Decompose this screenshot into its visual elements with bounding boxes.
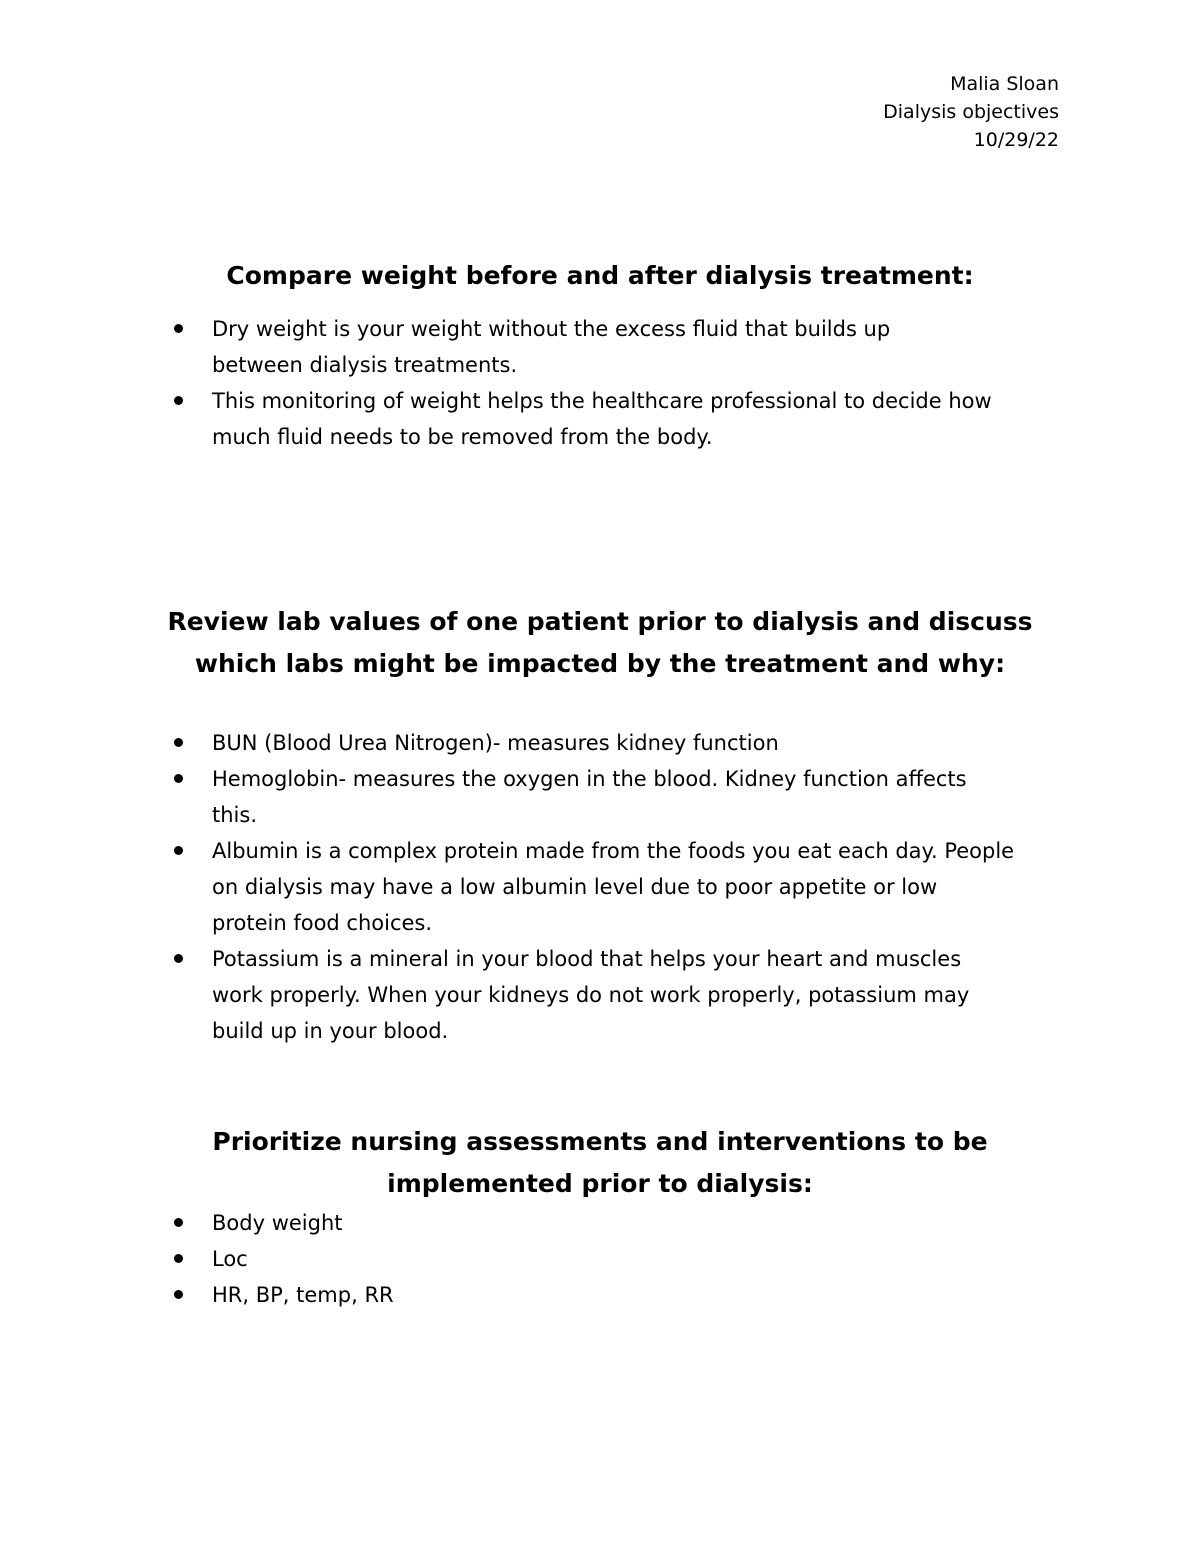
bullet-icon xyxy=(174,1290,183,1299)
section-title-line: Prioritize nursing assessments and interventions to be xyxy=(212,1127,988,1156)
section-title-labs xyxy=(160,601,1040,685)
list-item-line: build up in your blood. xyxy=(212,1019,449,1043)
list-item-line: Dry weight is your weight without the excess fluid that builds up xyxy=(212,317,891,341)
list-item-line: Hemoglobin- measures the oxygen in the blood. Kidney function affects xyxy=(212,767,967,791)
list-item-line: This monitoring of weight helps the healthcare professional to decide how xyxy=(212,389,992,413)
list-item-line: protein food choices. xyxy=(212,911,433,935)
document-date: 10/29/22 xyxy=(973,129,1059,151)
list-item-line: HR, BP, temp, RR xyxy=(212,1283,394,1307)
list-item xyxy=(212,311,1072,383)
section-title-line: Review lab values of one patient prior to dialysis and discuss xyxy=(167,607,1033,636)
assessments-bullet-list xyxy=(212,1205,1072,1313)
list-item-line: between dialysis treatments. xyxy=(212,353,518,377)
bullet-icon xyxy=(174,324,183,333)
section-title-assessments xyxy=(160,1121,1040,1205)
list-item xyxy=(212,941,1072,1049)
bullet-icon xyxy=(174,1218,183,1227)
list-item xyxy=(212,761,1072,833)
bullet-icon xyxy=(174,738,183,747)
list-item-line: BUN (Blood Urea Nitrogen)- measures kidney function xyxy=(212,731,779,755)
list-item xyxy=(212,833,1072,941)
section-title-weight: Compare weight before and after dialysis treatment: xyxy=(226,261,974,290)
bullet-icon xyxy=(174,846,183,855)
weight-bullet-list xyxy=(212,311,1072,455)
list-item xyxy=(212,1277,1072,1313)
list-item xyxy=(212,725,1072,761)
list-item-line: on dialysis may have a low albumin level due to poor appetite or low xyxy=(212,875,938,899)
list-item-line: Loc xyxy=(212,1247,248,1271)
list-item-line: Albumin is a complex protein made from the foods you eat each day. People xyxy=(212,839,1015,863)
bullet-icon xyxy=(174,774,183,783)
bullet-icon xyxy=(174,396,183,405)
section-title-line: implemented prior to dialysis: xyxy=(387,1169,813,1198)
list-item xyxy=(212,1205,1072,1241)
document-subject: Dialysis objectives xyxy=(883,101,1059,123)
labs-bullet-list xyxy=(212,725,1072,1049)
list-item xyxy=(212,383,1072,455)
bullet-icon xyxy=(174,954,183,963)
section-title-line: which labs might be impacted by the treatment and why: xyxy=(194,649,1006,678)
list-item-line: this. xyxy=(212,803,257,827)
list-item xyxy=(212,1241,1072,1277)
list-item-line: Body weight xyxy=(212,1211,343,1235)
list-item-line: work properly. When your kidneys do not work properly, potassium may xyxy=(212,983,970,1007)
list-item-line: Potassium is a mineral in your blood that helps your heart and muscles xyxy=(212,947,962,971)
document-header xyxy=(883,70,1059,154)
list-item-line: much fluid needs to be removed from the body. xyxy=(212,425,713,449)
author-name: Malia Sloan xyxy=(950,73,1059,95)
bullet-icon xyxy=(174,1254,183,1263)
